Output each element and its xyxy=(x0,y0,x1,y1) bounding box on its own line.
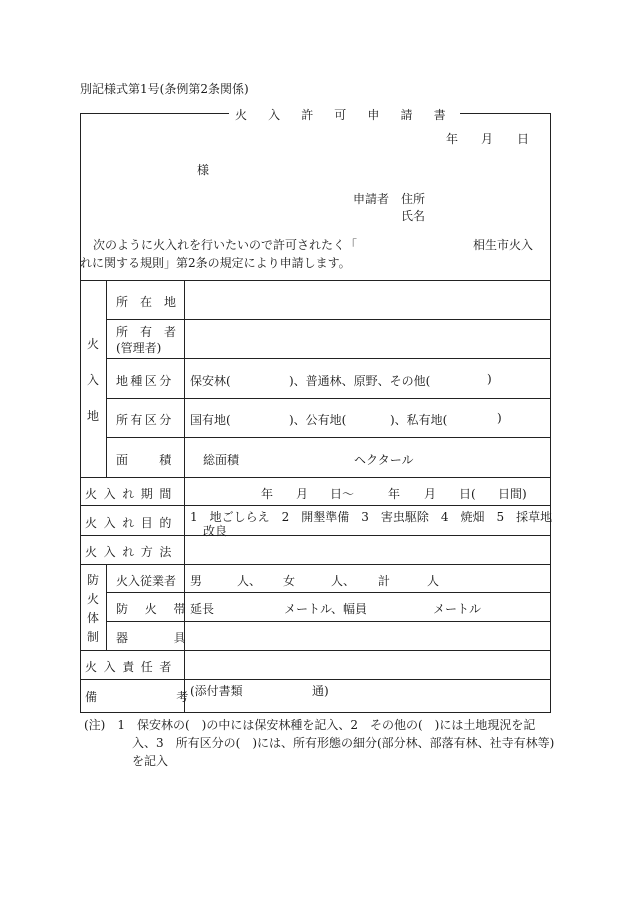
intro-text-line1-b: 相生市火入 xyxy=(473,238,534,252)
workers-total-label: 計 xyxy=(378,574,391,588)
rule-responsible xyxy=(80,679,551,680)
land-type-forest[interactable]: 保安林( xyxy=(190,374,231,388)
note-line2: 入、3 所有区分の( )には、所有形態の細分(部分林、部落有林、社寺有林等) xyxy=(132,736,555,750)
date-month[interactable]: 月 xyxy=(481,132,494,146)
period-end-month[interactable]: 月 xyxy=(424,487,437,501)
workers-female-unit[interactable]: 人、 xyxy=(331,574,356,588)
applicant-address-label: 住所 xyxy=(401,192,426,206)
period-start-year[interactable]: 年 xyxy=(261,487,274,501)
ownership-private[interactable]: )、私有地( xyxy=(390,413,448,427)
land-type-label: 地種区分 xyxy=(116,374,174,388)
rule-location xyxy=(106,319,551,320)
attachments-count-unit[interactable]: 通) xyxy=(312,684,329,698)
rule-method xyxy=(80,564,551,565)
period-end-year[interactable]: 年 xyxy=(388,487,401,501)
purpose-options-line2[interactable]: 改良 xyxy=(203,524,228,538)
purpose-options-line1[interactable]: 1 地ごしらえ 2 開墾準備 3 害虫駆除 4 焼畑 5 採草地 xyxy=(190,510,553,524)
rule-fire-prevention-group xyxy=(106,564,107,650)
date-day[interactable]: 日 xyxy=(517,132,530,146)
location-label: 所 在 地 xyxy=(116,295,177,309)
note-line1: (注) 1 保安林の( )の中には保安林種を記入、2 その他の( )には土地現況を記 xyxy=(84,718,536,732)
ownership-national[interactable]: 国有地( xyxy=(190,413,231,427)
workers-male-unit[interactable]: 人、 xyxy=(237,574,262,588)
workers-label: 火入従業者 xyxy=(116,574,177,588)
rule-label-column xyxy=(184,280,185,713)
form-title: 火 入 許 可 申 請 書 xyxy=(229,106,460,123)
period-days[interactable]: 日間) xyxy=(498,487,527,501)
fire-prevention-group-char-4: 制 xyxy=(86,630,99,644)
ownership-close: ) xyxy=(497,411,502,425)
period-start-month[interactable]: 月 xyxy=(296,487,309,501)
date-year[interactable]: 年 xyxy=(446,132,459,146)
applicant-name-label: 氏名 xyxy=(401,209,426,223)
method-label: 火入れ方法 xyxy=(85,545,179,559)
rule-owner xyxy=(106,358,551,359)
period-end-day[interactable]: 日( xyxy=(459,487,476,501)
manager-label: (管理者) xyxy=(116,341,162,355)
land-type-close: ) xyxy=(487,372,492,386)
fire-land-group-char-2: 入 xyxy=(86,373,99,387)
fire-prevention-group-char-2: 火 xyxy=(86,592,99,606)
rule-workers xyxy=(106,592,551,593)
period-label: 火入れ期間 xyxy=(85,487,179,501)
fire-land-group-char-1: 火 xyxy=(86,337,99,351)
workers-male-label: 男 xyxy=(190,574,203,588)
rule-land-type xyxy=(106,398,551,399)
land-type-other[interactable]: )、普通林、原野、その他( xyxy=(289,374,431,388)
intro-text-line2: れに関する規則」第2条の規定により申請します。 xyxy=(80,256,351,270)
ownership-label: 所有区分 xyxy=(116,413,174,427)
form-reference: 別記様式第1号(条例第2条関係) xyxy=(80,82,249,96)
equipment-label: 器 具 xyxy=(116,631,189,645)
note-line3: を記入 xyxy=(132,754,169,768)
area-total-label: 総面積 xyxy=(203,453,240,467)
rule-fire-land-group xyxy=(106,280,107,477)
rule-purpose xyxy=(80,535,551,536)
ownership-public[interactable]: )、公有地( xyxy=(289,413,347,427)
applicant-label: 申請者 xyxy=(353,192,390,206)
remarks-label: 備 考 xyxy=(85,690,200,704)
owner-label: 所 有 者 (管理者) xyxy=(116,325,177,355)
fire-prevention-group-char-1: 防 xyxy=(86,573,99,587)
area-unit-hectare: ヘクタール xyxy=(354,453,414,467)
area-label: 面 積 xyxy=(116,453,174,467)
firebreak-length-label: 延長 xyxy=(190,602,215,616)
rule-period xyxy=(80,505,551,506)
fire-land-group-char-3: 地 xyxy=(86,409,99,423)
fire-prevention-group-char-3: 体 xyxy=(86,611,99,625)
workers-total-unit[interactable]: 人 xyxy=(427,574,440,588)
purpose-label: 火入れ目的 xyxy=(85,516,179,530)
firebreak-label: 防 火 帯 xyxy=(116,602,189,616)
addressee-suffix: 様 xyxy=(197,163,210,177)
rule-ownership xyxy=(106,437,551,438)
rule-firebreak xyxy=(106,621,551,622)
intro-text-line1-a: 次のように火入れを行いたいので許可されたく「 xyxy=(93,238,358,252)
period-start-day[interactable]: 日〜 xyxy=(330,487,355,501)
rule-table-top xyxy=(80,280,551,281)
firebreak-width-unit[interactable]: メートル xyxy=(433,602,482,616)
responsible-label: 火入責任者 xyxy=(85,660,179,674)
attachments-label: (添付書類 xyxy=(190,684,243,698)
rule-area xyxy=(80,477,551,478)
workers-female-label: 女 xyxy=(283,574,296,588)
firebreak-width-label[interactable]: メートル、幅員 xyxy=(284,602,368,616)
rule-equipment xyxy=(80,650,551,651)
